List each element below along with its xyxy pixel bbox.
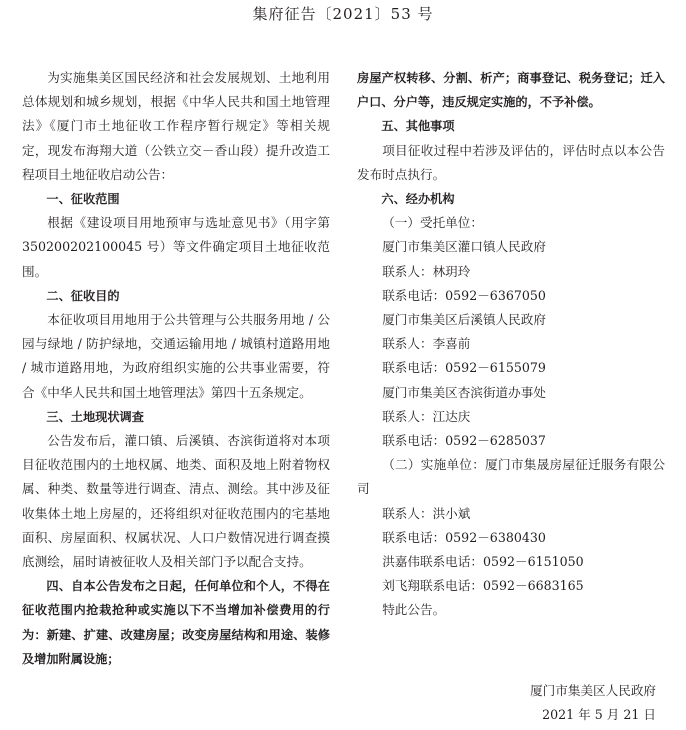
closing-line: 特此公告。 [382, 602, 446, 618]
issuer-name: 厦门市集美区人民政府 [530, 683, 656, 698]
section-1-title: 一、征收范围 [46, 192, 120, 207]
left-column [22, 66, 330, 671]
right-column [357, 66, 665, 623]
issue-date: 2021 年 5 月 21 日 [542, 707, 656, 722]
section-5-body: 项目征收过程中若涉及评估的，评估时点以本公告发布时点执行。 [357, 142, 665, 182]
org-houxi-phone: 联系电话：0592－6155079 [382, 360, 546, 376]
section-4-body: 四、自本公告发布之日起，任何单位和个人，不得在征收范围内抢栽抢种或实施以下不当增加补偿费用的行为：新建、扩建、改建房屋；改变房屋结构和用途、装修及增加附属设施； [22, 579, 330, 666]
org-houxi: 厦门市集美区后溪镇人民政府 [382, 312, 546, 328]
implementing-contact: 联系人：洪小斌 [382, 505, 471, 521]
org-guankou-contact: 联系人：林玥玲 [382, 263, 471, 279]
org-xingbin-phone: 联系电话：0592－6285037 [382, 433, 546, 449]
section-5-title: 五、其他事项 [381, 119, 455, 134]
intro-paragraph: 为实施集美区国民经济和社会发展规划、土地利用总体规划和城乡规划，根据《中华人民共和国土地管理法》《厦门市土地征收工作程序暂行规定》等相关规定，现发布海翔大道（公铁立交－香山段）提升改造工程项目土地征收启动公告： [22, 70, 330, 182]
org-houxi-contact: 联系人：李喜前 [382, 336, 471, 352]
org-xingbin-contact: 联系人：江达庆 [382, 408, 471, 424]
section-1-body: 根据《建设项目用地预审与选址意见书》（用字第 350200202100045 号）等文件确定项目土地征收范围。 [22, 215, 330, 279]
section-2-body: 本征收项目用地用于公共管理与公共服务用地 / 公园与绿地 / 防护绿地，交通运输用地 / 城镇村道路用地 / 城市道路用地，为政府组织实施的公共事业需要，符合《中华人民共和国土地管理法》第四十五条规定。 [22, 312, 330, 400]
hong-phone: 洪嘉伟联系电话：0592－6151050 [382, 554, 584, 570]
entrusted-unit-label: （一）受托单位： [382, 215, 483, 231]
section-4-continued: 房屋产权转移、分割、析产；商事登记、税务登记；迁入户口、分户等，违反规定实施的，不予补偿。 [357, 71, 665, 110]
section-6-title: 六、经办机构 [381, 192, 455, 207]
org-guankou: 厦门市集美区灌口镇人民政府 [382, 239, 546, 255]
implementing-unit: （二）实施单位：厦门市集晟房屋征迁服务有限公司 [357, 457, 665, 497]
implementing-phone: 联系电话：0592－6380430 [382, 529, 546, 545]
section-3-body: 公告发布后，灌口镇、后溪镇、杏滨街道将对本项目征收范围内的土地权属、地类、面积及地上附着物权属、种类、数量等进行调查、清点、测绘。其中涉及征收集体土地上房屋的，还将组织对征收范围内的宅基地面积、房屋面积、权属状况、人口户数情况进行调查摸底测绘，届时请被征收人及相关部门予以配合支持。 [22, 433, 330, 570]
liu-phone: 刘飞翔联系电话：0592－6683165 [382, 578, 584, 594]
section-2-title: 二、征收目的 [46, 288, 120, 303]
section-3-title: 三、土地现状调查 [46, 409, 144, 424]
org-guankou-phone: 联系电话：0592－6367050 [382, 287, 546, 303]
org-xingbin: 厦门市集美区杏滨街道办事处 [382, 384, 546, 400]
document-number: 集府征告〔2021〕53 号 [252, 5, 434, 23]
